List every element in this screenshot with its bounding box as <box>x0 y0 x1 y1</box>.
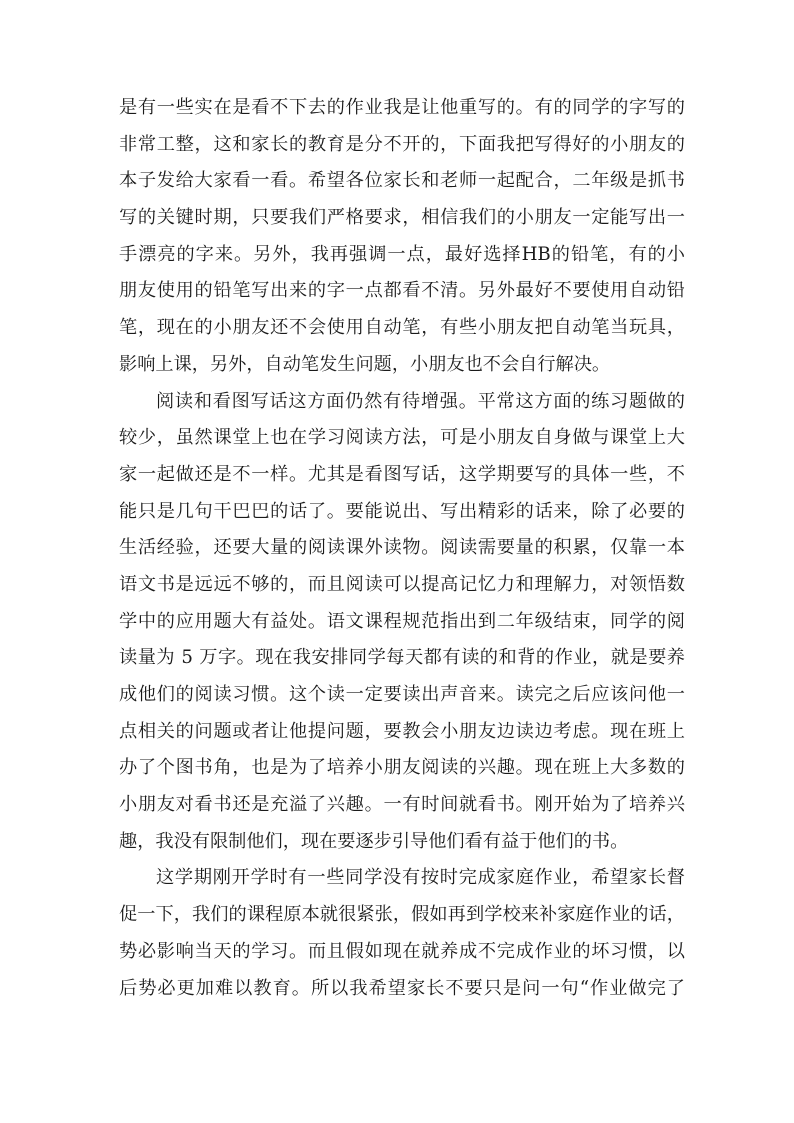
paragraph-1-line: 笔，现在的小朋友还不会使用自动笔，有些小朋友把自动笔当玩具， <box>119 317 685 339</box>
paragraph-2-line: 较少，虽然课堂上也在学习阅读方法，可是小朋友自身做与课堂上大 <box>119 427 685 449</box>
document-body <box>119 90 685 1007</box>
paragraph-2-line: 家一起做还是不一样。尤其是看图写话，这学期要写的具体一些，不 <box>119 463 685 485</box>
paragraph-1-line: 影响上课，另外，自动笔发生问题，小朋友也不会自行解决。 <box>119 353 611 375</box>
paragraph-3-line: 这学期刚开学时有一些同学没有按时完成家庭作业，希望家长督 <box>156 867 685 889</box>
paragraph-1-line: 手漂亮的字来。另外，我再强调一点，最好选择HB的铅笔，有的小 <box>119 243 685 265</box>
paragraph-1-line: 本子发给大家看一看。希望各位家长和老师一起配合，二年级是抓书 <box>119 170 685 192</box>
paragraph-2-line: 办了个图书角，也是为了培养小朋友阅读的兴趣。现在班上大多数的 <box>119 757 685 779</box>
paragraph-2-line: 学中的应用题大有益处。语文课程规范指出到二年级结束，同学的阅 <box>119 610 685 632</box>
paragraph-2-line: 语文书是远远不够的，而且阅读可以提高记忆力和理解力，对领悟数 <box>119 573 685 595</box>
paragraph-2-line: 小朋友对看书还是充溢了兴趣。一有时间就看书。刚开始为了培养兴 <box>119 794 685 816</box>
paragraph-2-line: 阅读和看图写话这方面仍然有待增强。平常这方面的练习题做的 <box>156 390 685 412</box>
paragraph-2-line: 点相关的问题或者让他提问题，要教会小朋友边读边考虑。现在班上 <box>119 720 685 742</box>
paragraph-2-line: 读量为 5 万字。现在我安排同学每天都有读的和背的作业，就是要养 <box>119 647 685 669</box>
paragraph-1-line: 朋友使用的铅笔写出来的字一点都看不清。另外最好不要使用自动铅 <box>119 280 685 302</box>
paragraph-3-line: 势必影响当天的学习。而且假如现在就养成不完成作业的坏习惯，以 <box>119 940 685 962</box>
paragraph-3-line: 促一下，我们的课程原本就很紧张，假如再到学校来补家庭作业的话， <box>119 904 685 926</box>
paragraph-1-line: 是有一些实在是看不下去的作业我是让他重写的。有的同学的字写的 <box>119 97 685 118</box>
paragraph-1-line: 非常工整，这和家长的教育是分不开的，下面我把写得好的小朋友的 <box>119 133 685 155</box>
paragraph-2-line: 成他们的阅读习惯。这个读一定要读出声音来。读完之后应该问他一 <box>119 684 685 705</box>
paragraph-2-line: 趣，我没有限制他们，现在要逐步引导他们看有益于他们的书。 <box>119 830 629 852</box>
paragraph-2-line: 能只是几句干巴巴的话了。要能说出、写出精彩的话来，除了必要的 <box>119 500 685 522</box>
paragraph-2-line: 生活经验，还要大量的阅读课外读物。阅读需要量的积累，仅靠一本 <box>119 537 685 559</box>
paragraph-3-line: 后势必更加难以教育。所以我希望家长不要只是问一句“作业做完了 <box>119 977 685 999</box>
paragraph-1-line: 写的关键时期，只要我们严格要求，相信我们的小朋友一定能写出一 <box>119 207 685 229</box>
